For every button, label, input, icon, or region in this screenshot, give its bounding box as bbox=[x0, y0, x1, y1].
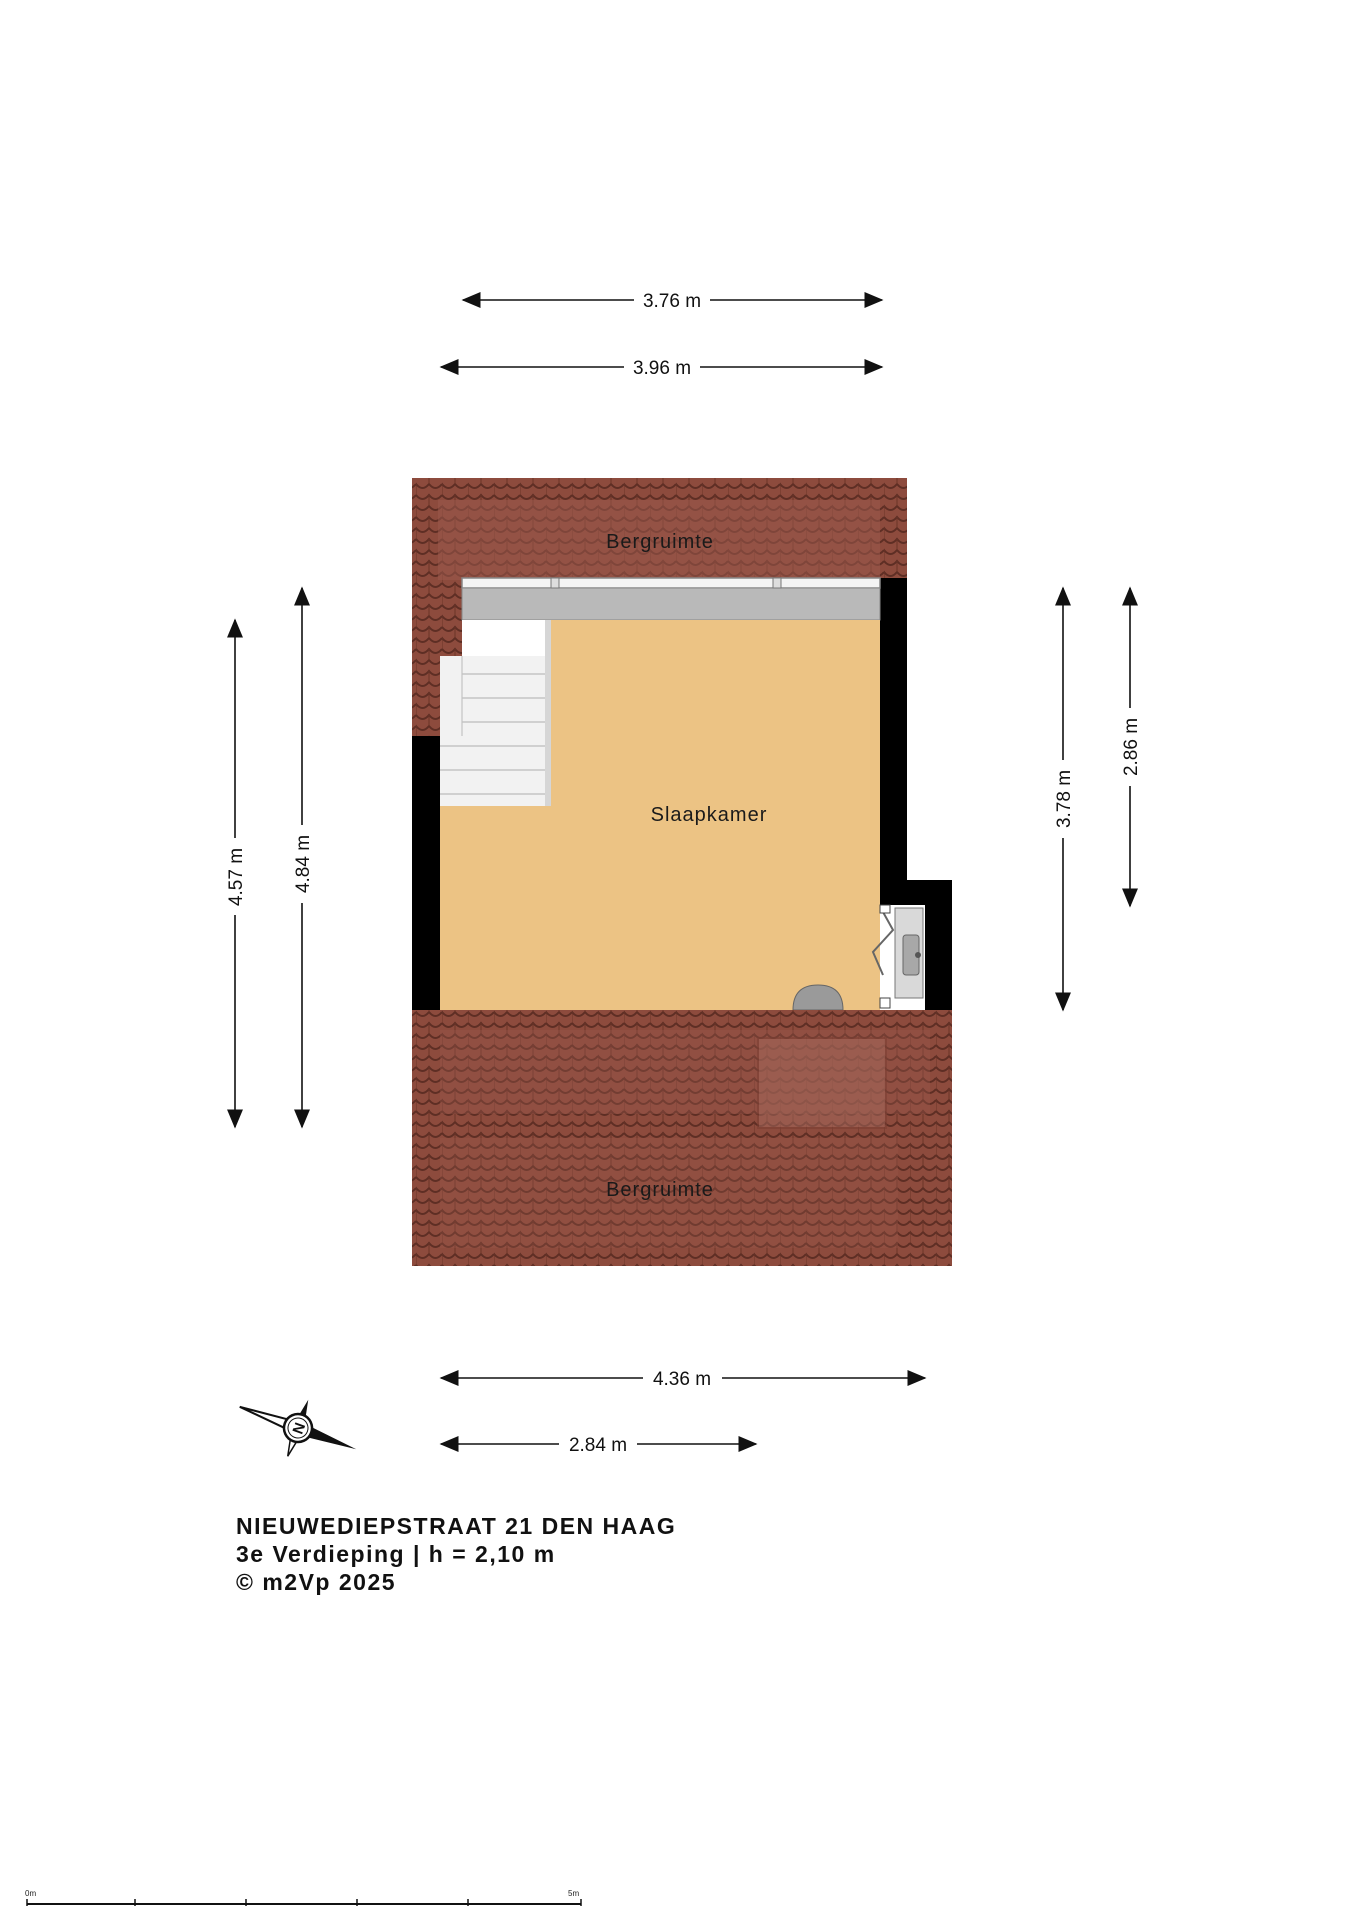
plan-caption bbox=[236, 1512, 676, 1596]
stair-landing bbox=[462, 620, 550, 656]
roof-dormer-bottom bbox=[758, 1038, 886, 1128]
sink-nook bbox=[873, 905, 925, 1010]
dormer-window bbox=[462, 578, 880, 620]
room-label-storage-top: Bergruimte bbox=[606, 531, 714, 553]
sink-tap-icon bbox=[915, 952, 921, 958]
dimension-left-inner bbox=[293, 588, 314, 1127]
dimension-label: 2.86 m bbox=[1121, 717, 1142, 777]
wall-left bbox=[412, 736, 440, 1010]
dormer-sill bbox=[462, 588, 880, 620]
door-jamb bbox=[880, 905, 890, 913]
dimension-label: 4.36 m bbox=[652, 1369, 712, 1390]
scale-end-label: 5m bbox=[568, 1889, 580, 1898]
dimension-bottom-outer bbox=[441, 1369, 925, 1390]
dimension-right-inner bbox=[1054, 588, 1075, 1010]
scale-start-label: 0m bbox=[25, 1889, 37, 1898]
room-label-bedroom: Slaapkamer bbox=[650, 804, 768, 826]
dimension-label: 3.96 m bbox=[632, 358, 692, 379]
wall-right-nook bbox=[925, 880, 952, 1010]
stair-body bbox=[440, 656, 550, 806]
dimension-left-outer bbox=[226, 620, 247, 1127]
scale-bar bbox=[25, 1889, 581, 1906]
window-post bbox=[773, 578, 781, 588]
dimension-bottom-inner bbox=[441, 1435, 756, 1456]
dimension-top-inner bbox=[463, 291, 882, 312]
window-frame bbox=[462, 578, 880, 588]
copyright: © m2Vp 2025 bbox=[236, 1569, 397, 1595]
dimension-label: 3.78 m bbox=[1054, 769, 1075, 829]
window-post bbox=[551, 578, 559, 588]
dimension-label: 2.84 m bbox=[568, 1435, 628, 1456]
compass-letter: N bbox=[289, 1420, 310, 1437]
door-jamb bbox=[880, 998, 890, 1008]
dimension-right-outer bbox=[1121, 588, 1142, 906]
dimension-label: 4.57 m bbox=[226, 847, 247, 907]
address-title: NIEUWEDIEPSTRAAT 21 DEN HAAG bbox=[236, 1513, 677, 1539]
wall-right bbox=[880, 578, 907, 880]
room-label-storage-bottom: Bergruimte bbox=[606, 1179, 714, 1201]
stair-railing bbox=[545, 620, 551, 806]
floor-info: 3e Verdieping | h = 2,10 m bbox=[236, 1541, 556, 1567]
dimension-label: 4.84 m bbox=[293, 834, 314, 894]
dimension-top-outer bbox=[441, 358, 882, 379]
dimension-label: 3.76 m bbox=[642, 291, 702, 312]
storage-bottom bbox=[412, 1010, 952, 1266]
